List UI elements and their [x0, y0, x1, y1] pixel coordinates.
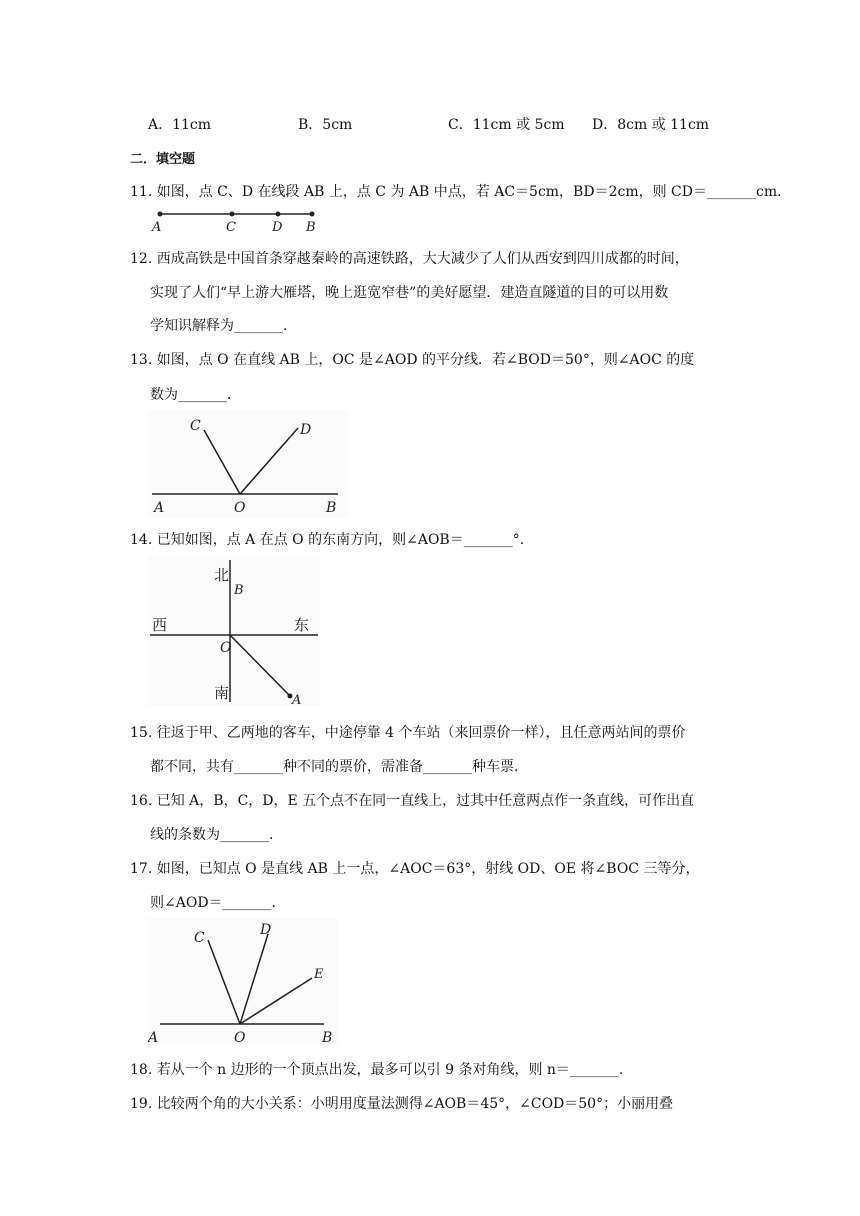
choice-d: D．8cm 或 11cm [592, 117, 710, 133]
fig11-label-b: B [306, 220, 316, 235]
fig13-label-b: B [326, 500, 337, 516]
question-12-line-1: 12. 西成高铁是中国首条穿越秦岭的高速铁路，大大减少了人们从西安到四川成都的时间， [130, 251, 689, 267]
question-15-line-2: 都不同，共有_______种不同的票价，需准备_______种车票． [150, 759, 528, 775]
fig14-label-west: 西 [152, 616, 168, 634]
fig13-label-a: A [154, 500, 165, 516]
question-16-line-2: 线的条数为_______． [150, 827, 283, 843]
point-b [310, 212, 315, 217]
fig17-label-b: B [322, 1030, 333, 1044]
point-a [158, 212, 163, 217]
point-d [276, 212, 281, 217]
point-c [230, 212, 235, 217]
figure-17 [148, 918, 338, 1044]
question-18: 18. 若从一个 n 边形的一个顶点出发，最多可以引 9 条对角线，则 n＝_______． [130, 1062, 633, 1078]
fig11-label-c: C [226, 220, 236, 235]
fig17-label-c: C [194, 930, 205, 946]
fig14-label-south: 南 [214, 684, 230, 702]
section-title: 二．填空题 [130, 152, 196, 167]
fig14-label-north: 北 [214, 566, 230, 584]
fig11-label-a: A [152, 220, 162, 235]
fig13-label-o: O [234, 500, 246, 516]
choice-c: C．11cm 或 5cm [448, 117, 565, 133]
question-15-line-1: 15. 往返于甲、乙两地的客车，中途停靠 4 个车站（来回票价一样），且任意两站间的票价 [130, 725, 686, 741]
question-17-line-1: 17. 如图，已知点 O 是直线 AB 上一点，∠AOC＝63°，射线 OD、OE 将∠BOC 三等分， [130, 861, 700, 877]
fig13-label-c: C [190, 418, 201, 434]
fig17-label-o: O [234, 1030, 246, 1044]
choice-b: B．5cm [298, 117, 353, 133]
fig17-label-e: E [314, 967, 324, 982]
fig14-label-a: A [292, 693, 302, 706]
fig14-label-o: O [220, 640, 232, 656]
question-13-line-1: 13. 如图，点 O 在直线 AB 上，OC 是∠AOD 的平分线．若∠BOD＝50°，则∠AOC 的度 [130, 352, 695, 368]
question-13-line-2: 数为_______． [150, 387, 241, 403]
fig13-label-d: D [300, 422, 312, 438]
question-12-line-2: 实现了人们“早上游大雁塔，晚上逛宽窄巷”的美好愿望．建造直隧道的目的可以用数 [150, 285, 669, 301]
figure-11 [148, 204, 328, 236]
question-19: 19. 比较两个角的大小关系：小明用度量法测得∠AOB＝45°，∠COD＝50°；小丽用叠 [130, 1096, 674, 1112]
fig14-label-b: B [234, 583, 244, 598]
question-16-line-1: 16. 已知 A，B，C，D，E 五个点不在同一直线上，过其中任意两点作一条直线，可作出直 [130, 793, 695, 809]
question-17-line-2: 则∠AOD＝_______． [150, 895, 286, 911]
fig17-label-a: A [148, 1030, 159, 1044]
question-14: 14. 已知如图，点 A 在点 O 的东南方向，则∠AOB＝_______°． [130, 532, 534, 548]
question-12-line-3: 学知识解释为_______． [150, 318, 297, 334]
question-11: 11. 如图，点 C、D 在线段 AB 上，点 C 为 AB 中点，若 AC＝5cm，BD＝2cm，则 CD＝_______cm． [130, 184, 792, 200]
fig17-label-d: D [260, 922, 272, 938]
choice-a: A．11cm [148, 117, 212, 133]
fig14-label-east: 东 [294, 616, 310, 634]
figure-13 [148, 410, 348, 518]
fig11-label-d: D [272, 220, 283, 235]
figure-14 [148, 556, 320, 706]
